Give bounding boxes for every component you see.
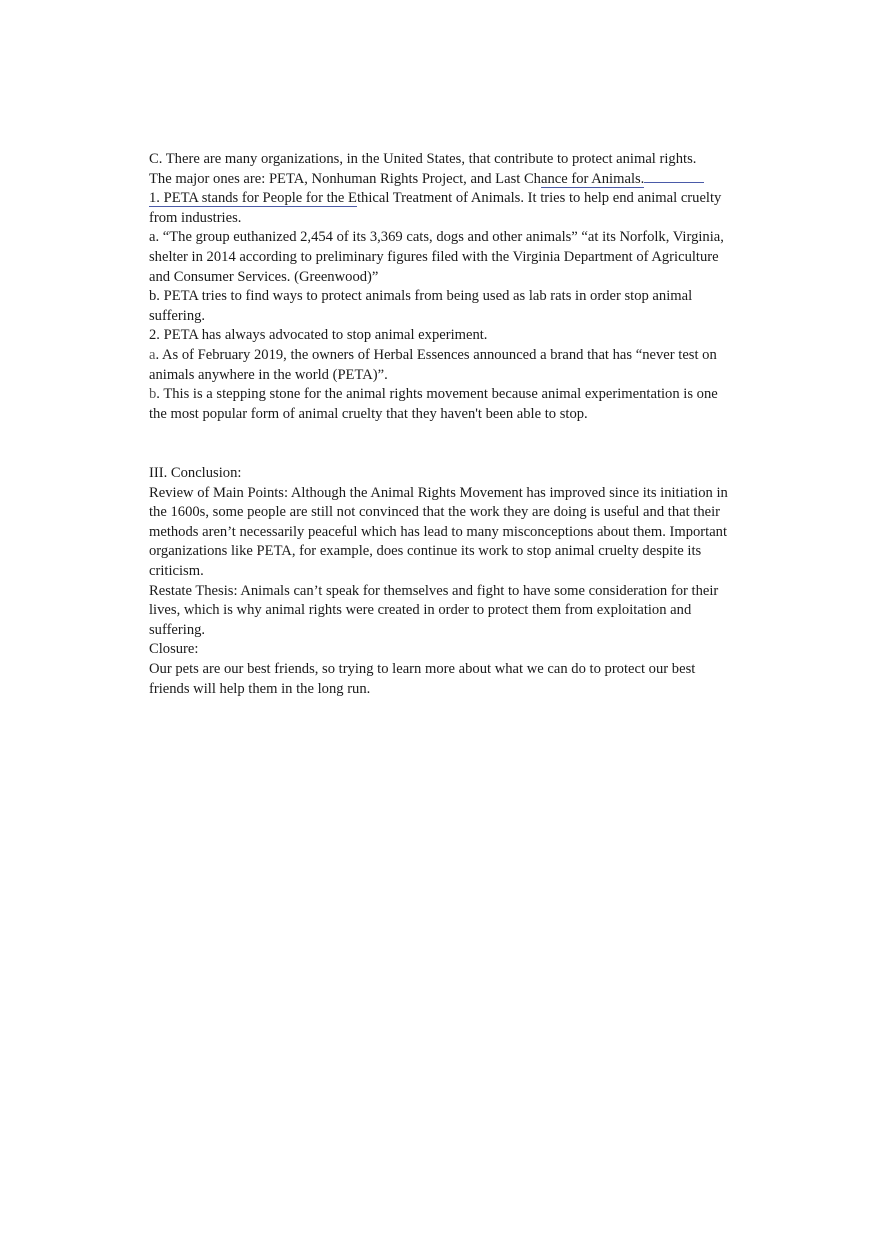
section-conclusion bbox=[149, 464, 739, 699]
point-1: 1. PETA stands for People for the Ethical Treatment of Animals. It tries to help end animal cruelty from industries. bbox=[149, 190, 722, 226]
review-main-points: Review of Main Points: Although the Animal Rights Movement has improved since its initiation in the 1600s, some people are still not convinced that the work they are doing is useful and that their methods aren’t necessarily peaceful which has lead to many misconceptions about them. Important organizations like PETA, for example, does continue its work to stop animal cruelty despite its criticism. bbox=[149, 484, 728, 579]
underline-tail bbox=[644, 181, 704, 183]
point-2b: b. This is a stepping stone for the animal rights movement because animal experimentation is one the most popular form of animal cruelty that they haven't been able to stop. bbox=[149, 386, 718, 422]
restate-thesis: Restate Thesis: Animals can’t speak for themselves and fight to have some consideration for their lives, which is why animal rights were created in order to protect them from exploitation and suffering. bbox=[149, 582, 719, 638]
section-c bbox=[149, 150, 739, 424]
conclusion-heading: III. Conclusion: bbox=[149, 465, 242, 481]
closure-label: Closure: bbox=[149, 641, 199, 658]
point-1a: a. “The group euthanized 2,454 of its 3,369 cats, dogs and other animals” “at its Norfolk, Virginia, shelter in 2014 according to preliminary figures filed with the Virginia Department of Agriculture and Consumer Services. (Greenwood)” bbox=[149, 229, 724, 285]
underlined-text: ance for Animals. bbox=[540, 170, 645, 187]
underlined-text: 1. PETA stands for People for the E bbox=[149, 190, 357, 207]
closure-text: Our pets are our best friends, so trying to learn more about what we can do to protect our best friends will help them in the long run. bbox=[149, 660, 696, 697]
section-c-intro: C. There are many organizations, in the United States, that contribute to protect animal rights. The major ones are: PETA, Nonhuman Rights Project, and Last Chance for Animals. bbox=[149, 150, 739, 189]
point-2a: a. As of February 2019, the owners of Herbal Essences announced a brand that has “never test on animals anywhere in the world (PETA)”. bbox=[149, 346, 717, 383]
point-1b: b. PETA tries to find ways to protect animals from being used as lab rats in order stop animal suffering. bbox=[149, 288, 693, 324]
point-2: 2. PETA has always advocated to stop animal experiment. bbox=[149, 327, 488, 344]
